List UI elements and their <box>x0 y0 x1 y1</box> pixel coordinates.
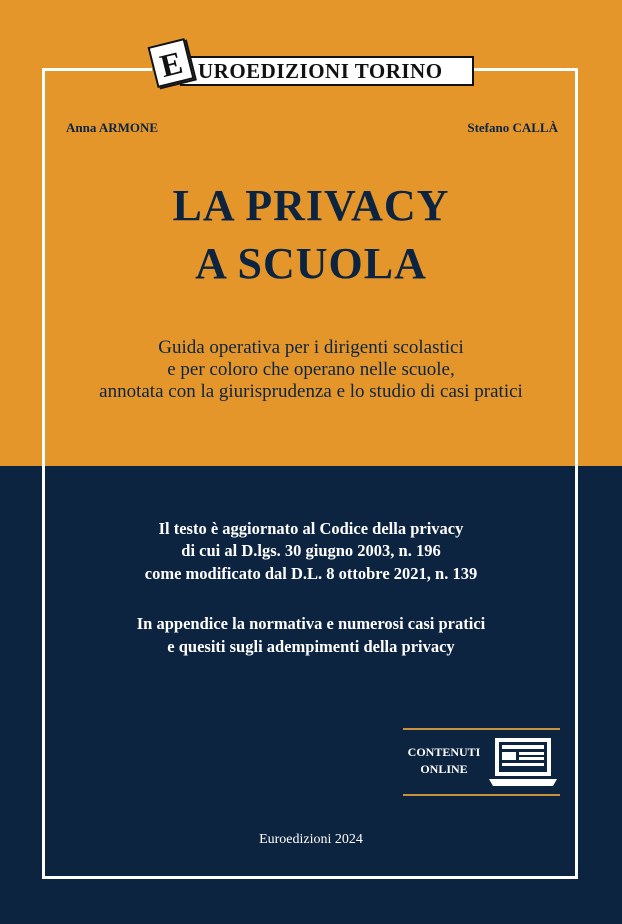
book-title-line-2: A SCUOLA <box>195 239 427 288</box>
online-divider-bottom <box>403 794 560 796</box>
note-line-3: come modificato dal D.L. 8 ottobre 2021, n. 139 <box>144 564 478 583</box>
note-line-5: e quesiti sugli adempimenti della privacy <box>167 637 455 656</box>
subtitle-line-2: e per coloro che operano nelle scuole, <box>167 359 455 380</box>
frame-top-right <box>473 68 578 71</box>
author-left: Anna ARMONE <box>66 120 159 135</box>
online-divider-top <box>403 728 560 730</box>
note-line-4: In appendice la normativa e numerosi casi pratici <box>136 614 486 633</box>
note-line-1: Il testo è aggiornato al Codice della privacy <box>158 519 464 538</box>
frame-top-left <box>42 68 152 71</box>
laptop-icon <box>487 736 559 793</box>
note-line-2: di cui al D.lgs. 30 giugno 2003, n. 196 <box>181 541 441 560</box>
publisher-name-box <box>180 56 474 86</box>
author-right: Stefano CALLÀ <box>467 120 558 135</box>
subtitle-line-1: Guida operativa per i dirigenti scolastici <box>158 337 464 358</box>
online-label-line-1: CONTENUTI <box>407 745 481 759</box>
subtitle-line-3: annotata con la giurisprudenza e lo studio di casi pratici <box>99 381 523 402</box>
book-title-line-1: LA PRIVACY <box>172 181 450 230</box>
frame-bottom <box>42 876 578 879</box>
logo-letter: E <box>156 43 186 85</box>
online-label-line-2: ONLINE <box>420 762 468 776</box>
footer-edition: Euroedizioni 2024 <box>259 832 363 847</box>
publisher-name: UROEDIZIONI TORINO <box>198 59 443 83</box>
